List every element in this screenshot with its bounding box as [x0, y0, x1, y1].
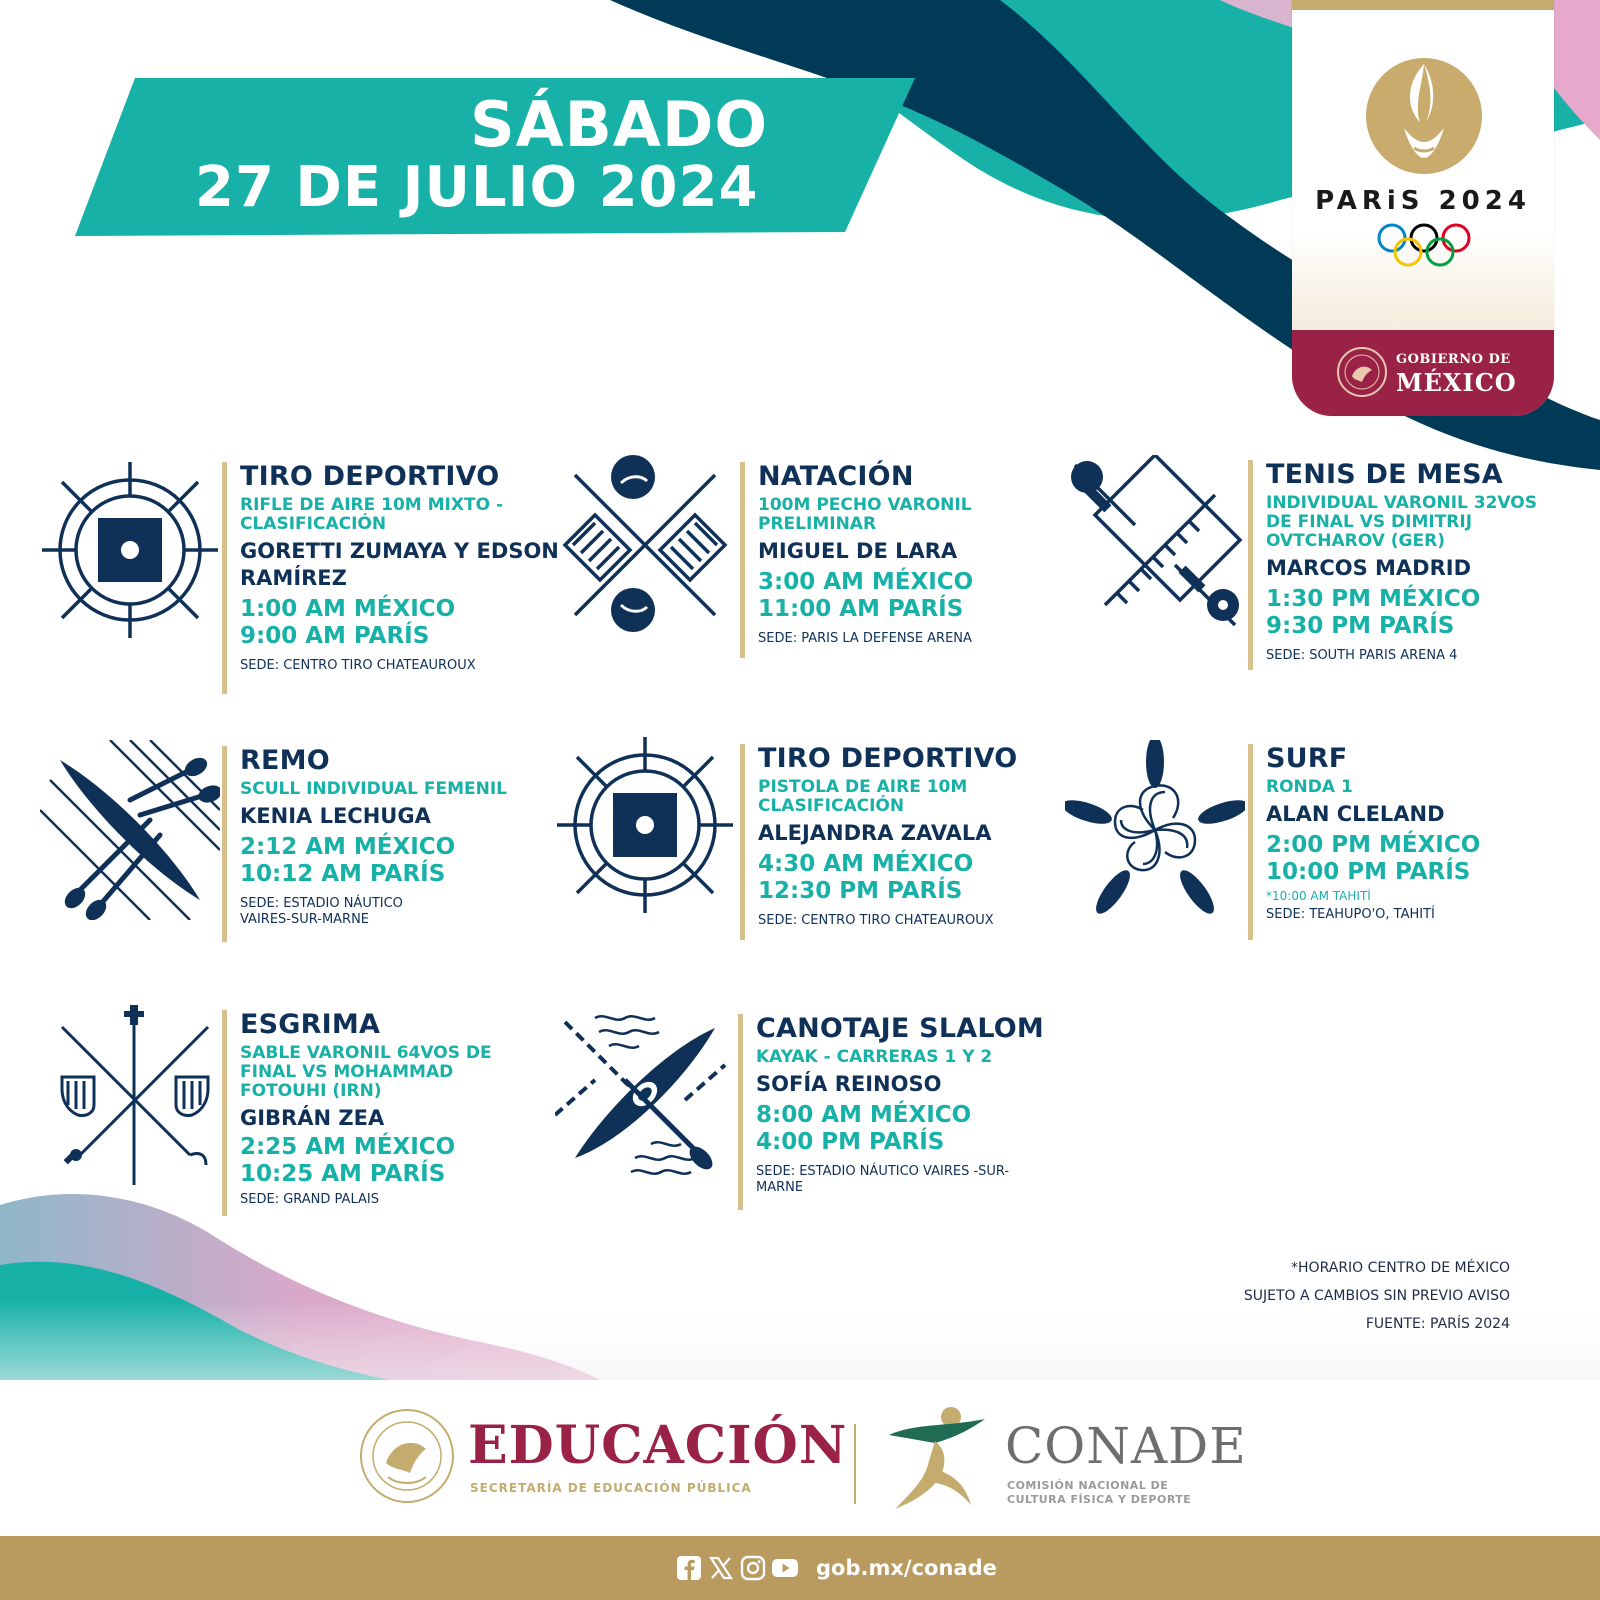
- event-time-mexico: 1:30 PM MÉXICO: [1266, 586, 1481, 612]
- day-label: SÁBADO: [470, 88, 769, 161]
- olympic-rings-icon: [1376, 222, 1472, 270]
- event-time-paris: 10:00 PM PARÍS: [1266, 859, 1471, 885]
- event-time-mexico: 2:00 PM MÉXICO: [1266, 832, 1481, 858]
- event-time-mexico: 4:30 AM MÉXICO: [758, 851, 974, 877]
- conade-runner-icon: [885, 1405, 997, 1515]
- event-athlete: MIGUEL DE LARA: [758, 539, 958, 563]
- event-divider: [740, 744, 745, 940]
- event-time-paris: 12:30 PM PARÍS: [758, 878, 963, 904]
- conade-subtitle-line1: COMISIÓN NACIONAL DE: [1007, 1479, 1169, 1492]
- facebook-icon[interactable]: [676, 1555, 702, 1581]
- youtube-icon[interactable]: [772, 1555, 798, 1581]
- conade-subtitle-line2: CULTURA FÍSICA Y DEPORTE: [1007, 1493, 1192, 1506]
- event-divider: [740, 462, 745, 658]
- event-divider: [222, 1010, 227, 1216]
- footer-url[interactable]: gob.mx/conade: [816, 1556, 997, 1580]
- event-venue: SEDE: ESTADIO NÁUTICO VAIRES -SUR-MARNE: [756, 1164, 1010, 1195]
- event-sport: SURF: [1266, 743, 1348, 774]
- event-note: *10:00 AM TAHITÍ: [1266, 889, 1371, 903]
- swimming-icon: [555, 455, 735, 635]
- footnote-source: FUENTE: PARÍS 2024: [1365, 1316, 1510, 1332]
- event-category: INDIVIDUAL VARONIL 32VOS DE FINAL VS DIMITRIJ OVTCHAROV (GER): [1266, 493, 1537, 551]
- educacion-logo: [358, 1405, 848, 1515]
- event-athlete: SOFÍA REINOSO: [756, 1072, 942, 1096]
- shooting-target-icon: [555, 735, 735, 915]
- event-category: 100M PECHO VARONIL PRELIMINAR: [758, 495, 972, 534]
- footnotes: [1244, 1254, 1510, 1338]
- event-athlete: ALEJANDRA ZAVALA: [758, 821, 992, 845]
- x-icon[interactable]: [708, 1555, 734, 1581]
- mexico-coat-of-arms-icon: [358, 1407, 456, 1505]
- event-venue: SEDE: SOUTH PARIS ARENA 4: [1266, 648, 1458, 663]
- event-athlete: GIBRÁN ZEA: [240, 1106, 385, 1130]
- event-category: RONDA 1: [1266, 777, 1353, 797]
- event-sport: ESGRIMA: [240, 1009, 381, 1040]
- footer-bar: [0, 1536, 1600, 1600]
- event-sport: NATACIÓN: [758, 461, 914, 492]
- event-sport: REMO: [240, 745, 330, 776]
- event-category: SCULL INDIVIDUAL FEMENIL: [240, 779, 508, 799]
- paris-2024-logo-card: [1292, 0, 1554, 416]
- event-venue: SEDE: GRAND PALAIS: [240, 1192, 379, 1207]
- event-venue: SEDE: CENTRO TIRO CHATEAUROUX: [240, 658, 476, 673]
- event-venue: SEDE: PARIS LA DEFENSE ARENA: [758, 631, 972, 646]
- educacion-subtitle: SECRETARÍA DE EDUCACIÓN PÚBLICA: [470, 1481, 752, 1495]
- event-time-mexico: 1:00 AM MÉXICO: [240, 596, 456, 622]
- date-banner: [0, 0, 900, 240]
- event-time-paris: 9:30 PM PARÍS: [1266, 613, 1455, 639]
- paris-2024-flame-logo-icon: [1364, 56, 1484, 176]
- event-time-mexico: 2:12 AM MÉXICO: [240, 834, 456, 860]
- event-time-mexico: 8:00 AM MÉXICO: [756, 1102, 972, 1128]
- event-divider: [738, 1014, 743, 1210]
- event-divider: [222, 746, 227, 942]
- conade-title: CONADE: [1005, 1417, 1247, 1475]
- logo-card-topbar: [1292, 0, 1554, 10]
- mexico-label: MÉXICO: [1396, 368, 1517, 397]
- event-athlete: MARCOS MADRID: [1266, 556, 1472, 580]
- canoe-slalom-icon: [555, 1010, 735, 1190]
- educacion-title: EDUCACIÓN: [468, 1415, 848, 1476]
- event-athlete: ALAN CLELAND: [1266, 802, 1445, 826]
- event-category: SABLE VARONIL 64VOS DE FINAL VS MOHAMMAD FOTOUHI (IRN): [240, 1043, 492, 1101]
- mexico-coat-of-arms-icon: [1336, 346, 1388, 398]
- event-time-mexico: 2:25 AM MÉXICO: [240, 1134, 456, 1160]
- event-category: PISTOLA DE AIRE 10M CLASIFICACIÓN: [758, 777, 968, 816]
- event-sport: TENIS DE MESA: [1266, 459, 1503, 490]
- event-athlete: GORETTI ZUMAYA Y EDSON RAMÍREZ: [240, 539, 559, 590]
- footnote-changes: SUJETO A CAMBIOS SIN PREVIO AVISO: [1243, 1288, 1510, 1304]
- gobierno-de-mexico-band: [1292, 330, 1554, 416]
- footnote-schedule: *HORARIO CENTRO DE MÉXICO: [1291, 1260, 1510, 1276]
- gobierno-label: GOBIERNO DE: [1396, 352, 1511, 367]
- fencing-icon: [50, 1005, 230, 1185]
- table-tennis-icon: [1065, 455, 1245, 635]
- event-sport: CANOTAJE SLALOM: [756, 1013, 1044, 1044]
- rowing-icon: [40, 740, 220, 920]
- event-time-mexico: 3:00 AM MÉXICO: [758, 569, 974, 595]
- shooting-target-icon: [40, 460, 220, 640]
- event-divider: [1248, 460, 1253, 670]
- social-links: [676, 1555, 997, 1581]
- event-venue: SEDE: ESTADIO NÁUTICO VAIRES-SUR-MARNE: [240, 896, 403, 927]
- event-time-paris: 10:25 AM PARÍS: [240, 1161, 446, 1187]
- logo-divider: [854, 1424, 856, 1504]
- event-category: KAYAK - CARRERAS 1 Y 2: [756, 1047, 993, 1067]
- event-time-paris: 9:00 AM PARÍS: [240, 623, 430, 649]
- event-sport: TIRO DEPORTIVO: [758, 743, 1018, 774]
- event-venue: SEDE: CENTRO TIRO CHATEAUROUX: [758, 913, 994, 928]
- event-divider: [1248, 744, 1253, 940]
- surf-icon: [1065, 740, 1245, 920]
- instagram-icon[interactable]: [740, 1555, 766, 1581]
- date-label: 27 DE JULIO 2024: [195, 155, 759, 220]
- event-sport: TIRO DEPORTIVO: [240, 461, 500, 492]
- conade-logo: [885, 1405, 1265, 1515]
- event-time-paris: 11:00 AM PARÍS: [758, 596, 964, 622]
- paris-2024-wordmark: PARiS 2024: [1315, 186, 1531, 216]
- event-time-paris: 4:00 PM PARÍS: [756, 1129, 945, 1155]
- event-category: RIFLE DE AIRE 10M MIXTO - CLASIFICACIÓN: [240, 495, 504, 534]
- event-venue: SEDE: TEAHUPO'O, TAHITÍ: [1266, 907, 1435, 922]
- event-time-paris: 10:12 AM PARÍS: [240, 861, 446, 887]
- event-athlete: KENIA LECHUGA: [240, 804, 431, 828]
- event-divider: [222, 462, 227, 694]
